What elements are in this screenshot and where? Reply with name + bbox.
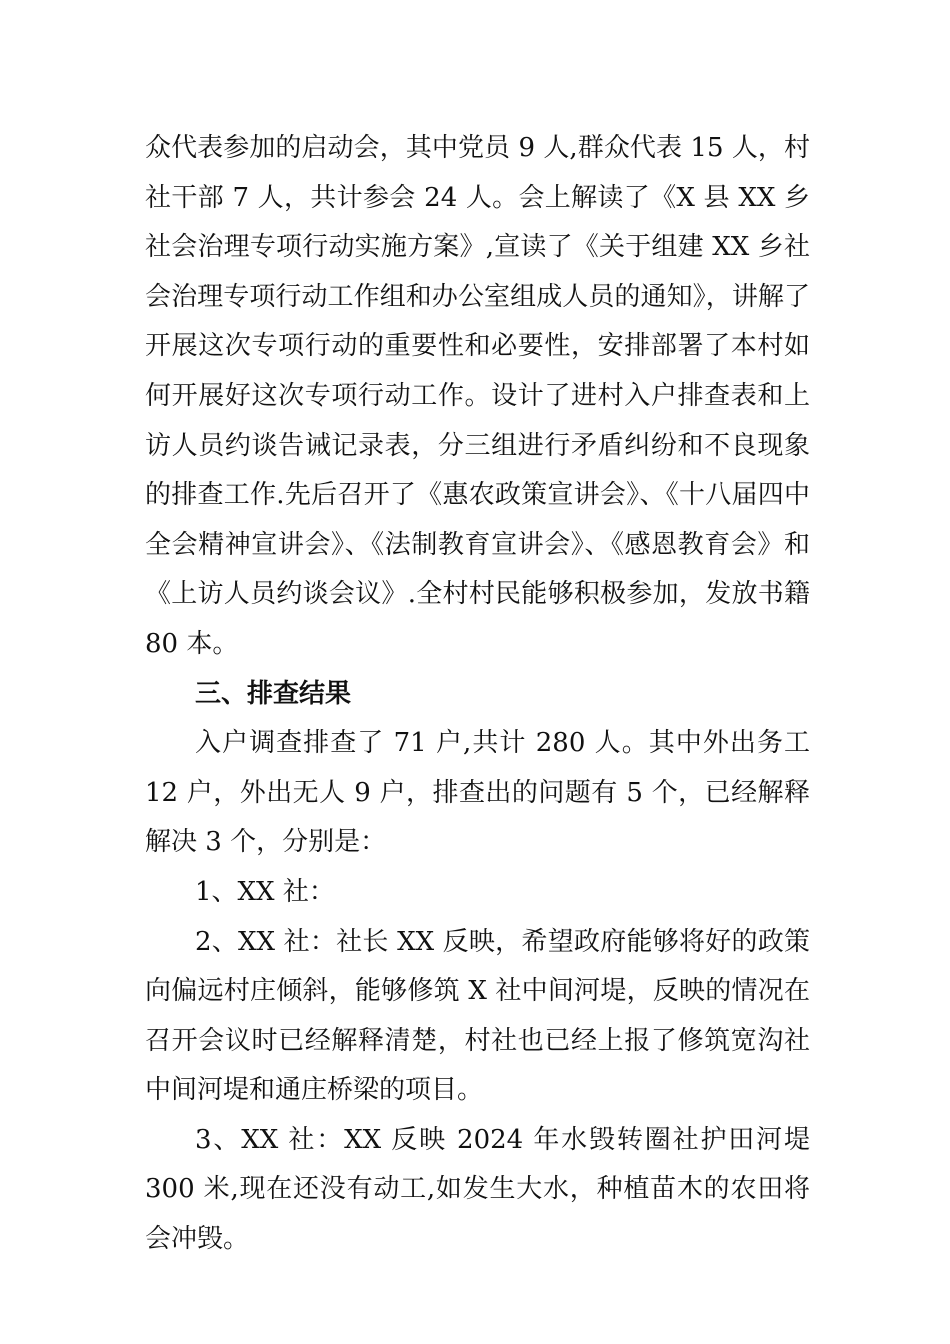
list-item-issue-2: 2、XX 社：社长 XX 反映，希望政府能够将好的政策向偏远村庄倾斜，能够修筑 X 社中间河堤，反映的情况在召开会议时已经解释清楚，村社也已经上报了修筑宽沟社中间河堤和通庄桥梁的项目。 — [145, 926, 810, 1106]
paragraph-meeting-summary: 众代表参加的启动会，其中党员 9 人,群众代表 15 人，村社干部 7 人，共计参会 24 人。会上解读了《X 县 XX 乡社会治理专项行动实施方案》,宣读了《关于组建 XX 乡社会治理专项行动工作组和办公室组成人员的通知》，讲解了开展这次专项行动的重要性和必要性，安排部署了本村如何开展好这次专项行动工作。设计了进村入户排查表和上访人员约谈告诫记录表，分三组进行矛盾纠纷和不良现象的排查工作.先后召开了《惠农政策宣讲会》、《十八届四中全会精神宣讲会》、《法制教育宣讲会》、《感恩教育会》和《上访人员约谈会议》.全村村民能够积极参加，发放书籍 80 本。 — [145, 133, 810, 659]
list-item-issue-3: 3、XX 社：XX 反映 2024 年水毁转圈社护田河堤 300 米,现在还没有动工,如发生大水，种植苗木的农田将会冲毁。 — [145, 1124, 810, 1255]
list-item-issue-1: 1、XX 社： — [195, 876, 335, 907]
section-heading-results: 三、排查结果 — [195, 678, 352, 709]
document-body — [145, 124, 810, 1265]
paragraph-survey-results: 入户调查排查了 71 户,共计 280 人。其中外出务工 12 户，外出无人 9 户，排查出的问题有 5 个，已经解释解决 3 个，分别是： — [145, 728, 810, 858]
